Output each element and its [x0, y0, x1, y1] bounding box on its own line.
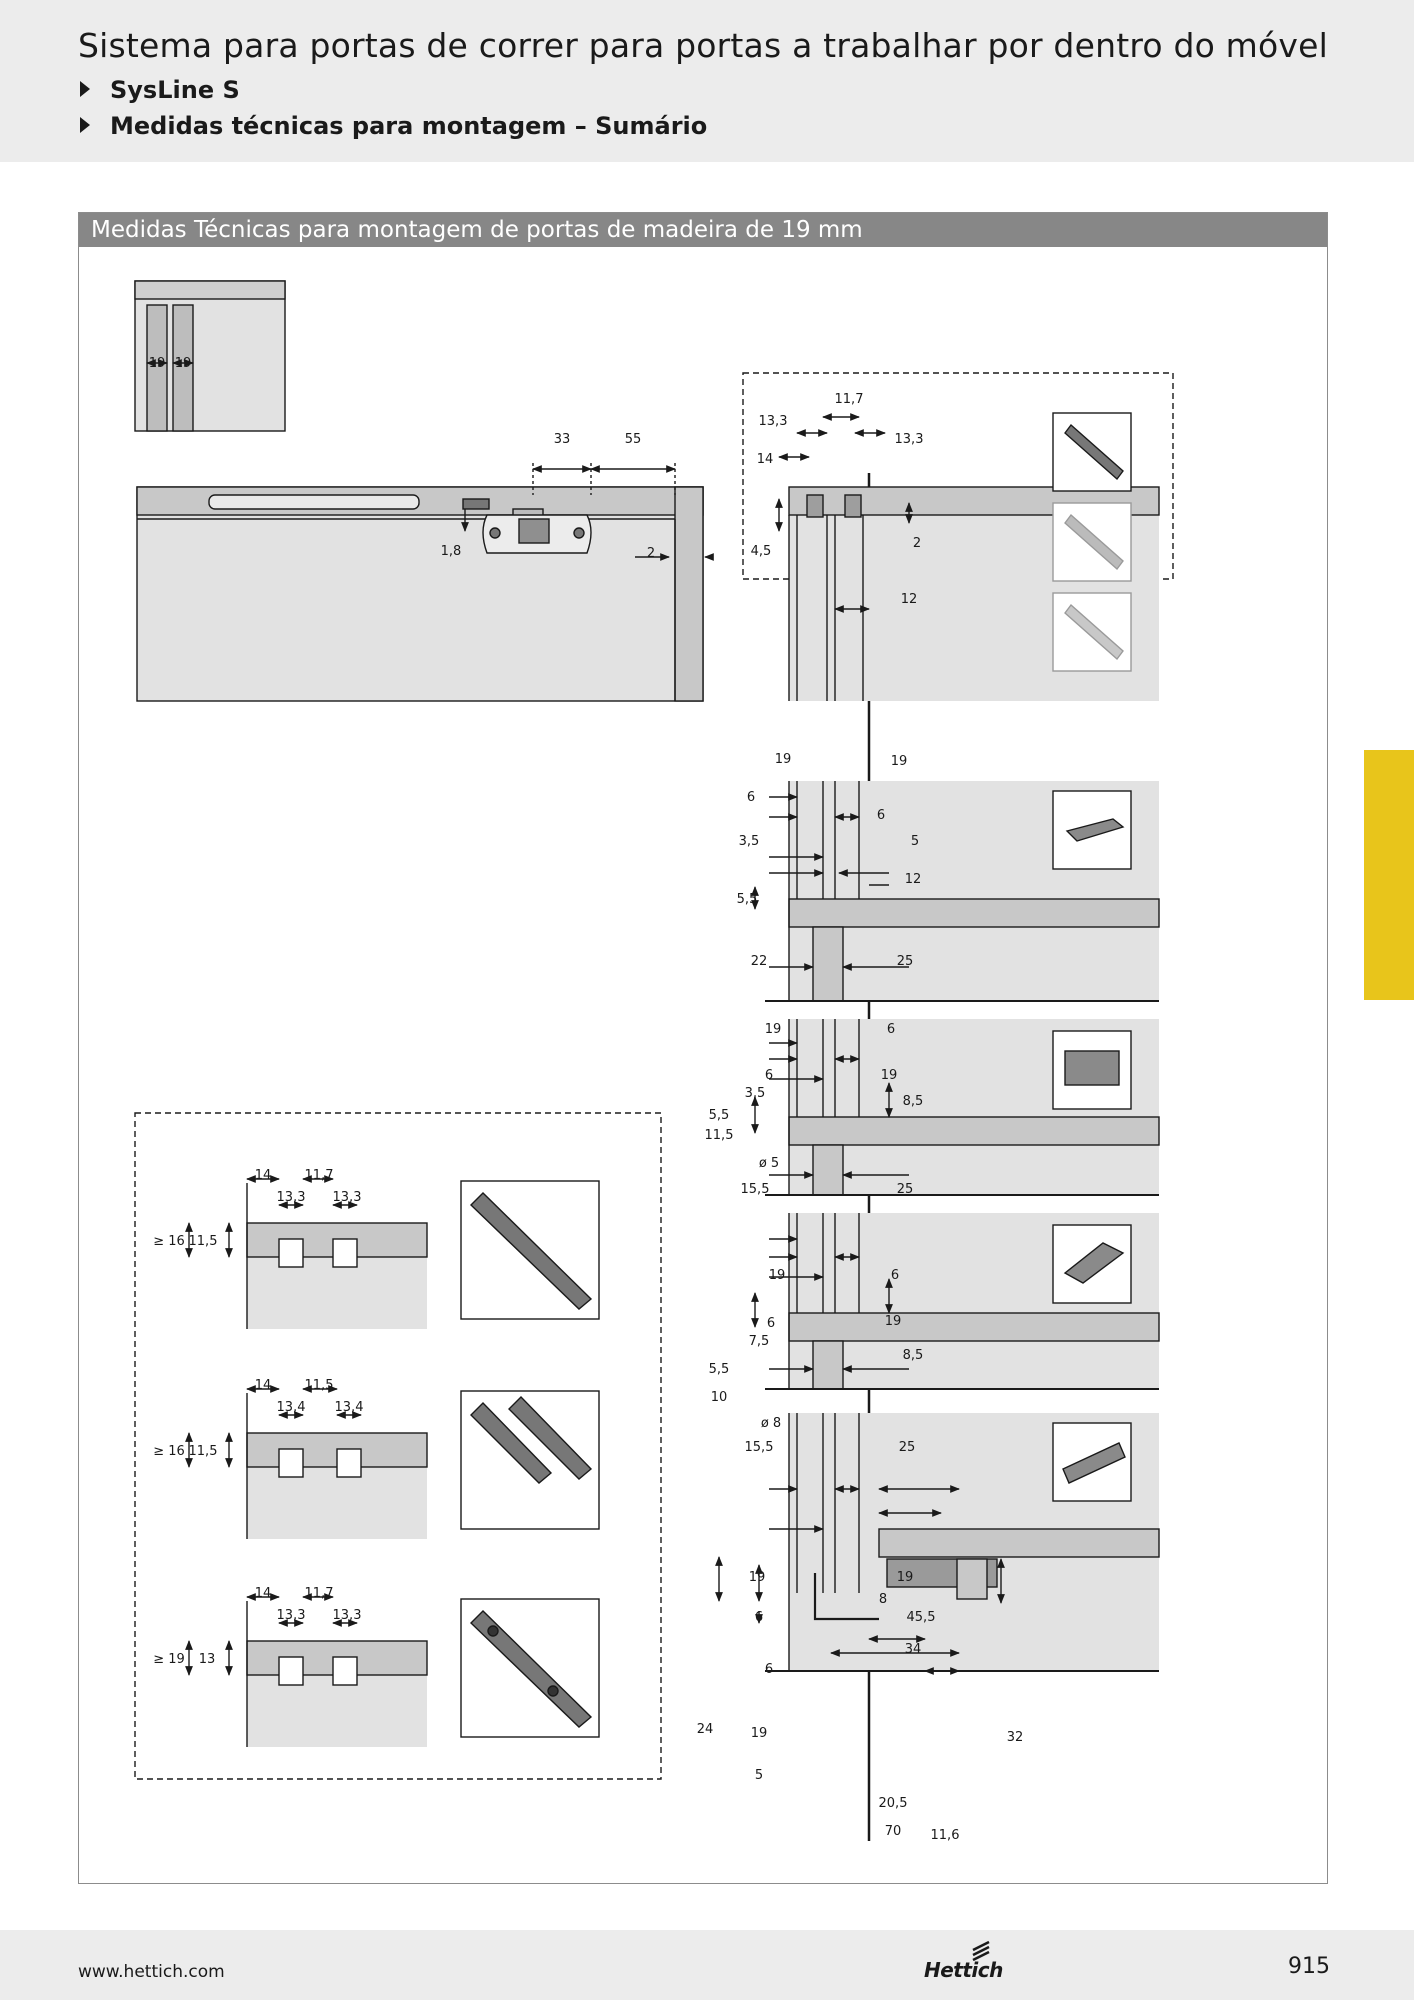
- dim-label: 19: [764, 1022, 782, 1037]
- brand-name: Hettich: [924, 1958, 1003, 1982]
- dim-label: 19: [896, 1570, 914, 1585]
- dim-label: 13,3: [276, 1190, 306, 1205]
- dim-label: ø 8: [760, 1416, 782, 1431]
- dim-label: 5,5: [708, 1362, 730, 1377]
- dim-label: ≥ 16: [153, 1234, 185, 1249]
- technical-drawing: [79, 213, 1329, 1885]
- bullet-triangle-icon: [80, 117, 90, 133]
- dim-label: 6: [764, 1662, 774, 1677]
- subtitle-label: SysLine S: [110, 76, 240, 104]
- dim-label: 3,5: [744, 1086, 766, 1101]
- dim-label: 33: [553, 432, 571, 447]
- dim-label: 22: [750, 954, 768, 969]
- dim-label: 8,5: [902, 1094, 924, 1109]
- dim-label: 13: [198, 1652, 216, 1667]
- dim-label: 13,3: [894, 432, 924, 447]
- dim-label: 11,7: [304, 1168, 334, 1183]
- bottom-section: [719, 1413, 1159, 1671]
- dim-label: 6: [764, 1068, 774, 1083]
- dim-label: 6: [876, 808, 886, 823]
- dim-label: 19: [768, 1268, 786, 1283]
- bullet-triangle-icon: [80, 81, 90, 97]
- dim-label: 6: [754, 1610, 764, 1625]
- dim-label: 8: [878, 1592, 888, 1607]
- dim-label: 45,5: [906, 1610, 936, 1625]
- dim-label: 11,5: [188, 1444, 218, 1459]
- dim-label: 34: [904, 1642, 922, 1657]
- dim-label: ≥ 16: [153, 1444, 185, 1459]
- dim-label: 12: [904, 872, 922, 887]
- dim-label: 11,5: [188, 1234, 218, 1249]
- dim-label: 5,5: [736, 892, 758, 907]
- dim-label: 6: [886, 1022, 896, 1037]
- subtitle-label: Medidas técnicas para montagem – Sumário: [110, 112, 708, 140]
- dim-label: 13,3: [332, 1190, 362, 1205]
- dim-label: 6: [766, 1316, 776, 1331]
- dim-label: 55: [624, 432, 642, 447]
- profile-thumbnails: [1053, 413, 1131, 671]
- dim-label: 11,7: [304, 1586, 334, 1601]
- dim-label: 14: [254, 1378, 272, 1393]
- footer-url[interactable]: www.hettich.com: [78, 1962, 225, 1982]
- dim-label: 19: [884, 1314, 902, 1329]
- subtitle-sysline: [80, 76, 240, 104]
- page-title: Sistema para portas de correr para portas a trabalhar por dentro do móvel: [78, 26, 1329, 65]
- dim-label: 15,5: [744, 1440, 774, 1455]
- page-number: 915: [1288, 1954, 1330, 1979]
- dim-label: ≥ 19: [153, 1652, 185, 1667]
- dim-label: 24: [696, 1722, 714, 1737]
- guide-section-1: [755, 781, 1159, 1001]
- guide-section-2: [755, 1019, 1159, 1195]
- dim-label: 11,7: [834, 392, 864, 407]
- dim-label: 25: [896, 954, 914, 969]
- dim-label: 19: [890, 754, 908, 769]
- guide-section-3: [755, 1213, 1159, 1389]
- dim-label: 25: [898, 1440, 916, 1455]
- dim-label: 25: [896, 1182, 914, 1197]
- profile-row-2: [189, 1389, 599, 1539]
- dim-label: 14: [756, 452, 774, 467]
- dim-label: 5: [754, 1768, 764, 1783]
- dim-label: 13,3: [276, 1608, 306, 1623]
- dim-label: 6: [746, 790, 756, 805]
- subtitle-summary: [80, 112, 707, 140]
- dim-label: 11,5: [304, 1378, 334, 1393]
- dim-label: 14: [254, 1586, 272, 1601]
- profile-row-3: [189, 1597, 599, 1747]
- dim-label: 13,3: [758, 414, 788, 429]
- dim-label: 32: [1006, 1730, 1024, 1745]
- dim-label: 2: [646, 546, 656, 561]
- dim-label: 7,5: [748, 1334, 770, 1349]
- dim-label: 14: [254, 1168, 272, 1183]
- dim-label: 19: [880, 1068, 898, 1083]
- dim-label: 15,5: [740, 1182, 770, 1197]
- profile-row-1: [189, 1179, 599, 1329]
- dim-label: 2: [912, 536, 922, 551]
- dim-label: 8,5: [902, 1348, 924, 1363]
- dim-label: 10: [710, 1390, 728, 1405]
- dim-label: 5: [910, 834, 920, 849]
- dim-label: 70: [884, 1824, 902, 1839]
- dim-label: 3,5: [738, 834, 760, 849]
- dim-label: 4,5: [750, 544, 772, 559]
- dim-label: 20,5: [878, 1796, 908, 1811]
- dim-label: 13,3: [332, 1608, 362, 1623]
- dim-label: 1,8: [440, 544, 462, 559]
- dim-label: 5,5: [708, 1108, 730, 1123]
- dim-label: 19: [774, 752, 792, 767]
- top-view-cabinet: [137, 463, 711, 701]
- dim-label: 19: [748, 1570, 766, 1585]
- dim-label: 19: [148, 356, 166, 371]
- panel-title: Medidas Técnicas para montagem de portas de madeira de 19 mm: [91, 217, 863, 243]
- dim-label: 6: [890, 1268, 900, 1283]
- technical-drawing-panel: [78, 212, 1328, 1884]
- chapter-tab: [1364, 750, 1414, 1000]
- dim-label: 19: [750, 1726, 768, 1741]
- dim-label: 11,6: [930, 1828, 960, 1843]
- dim-label: 13,4: [334, 1400, 364, 1415]
- dim-label: 19: [174, 356, 192, 371]
- dim-label: ø 5: [758, 1156, 780, 1171]
- dim-label: 11,5: [704, 1128, 734, 1143]
- dim-label: 13,4: [276, 1400, 306, 1415]
- dim-label: 12: [900, 592, 918, 607]
